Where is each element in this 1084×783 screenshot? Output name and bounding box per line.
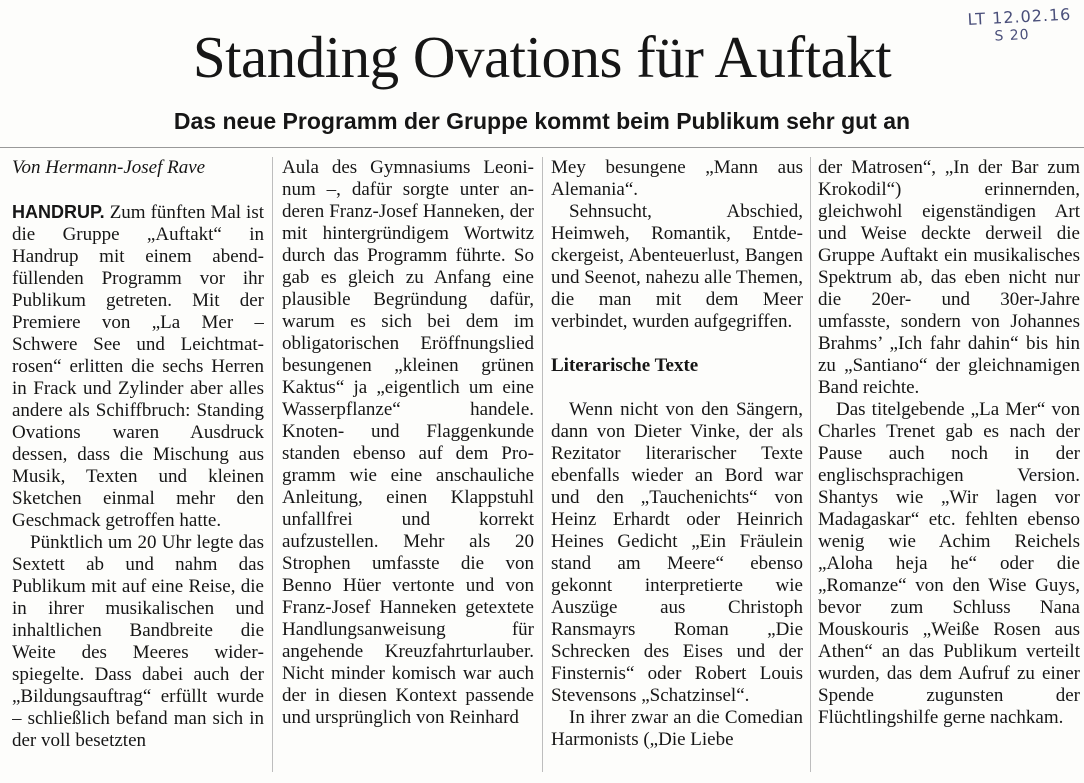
column-divider xyxy=(810,157,811,772)
article-headline: Standing Ovations für Auftakt xyxy=(192,24,892,90)
article-paragraph: Sehnsucht, Abschied, Heimweh, Romantik, Entdeckergeist, Abenteuerlust, Bangen und Seenot, nahezu alle Themen, die man mit dem Meer verbindet, wurden aufgegriffen. xyxy=(551,201,803,332)
paragraph-text: Zum fünften Mal ist die Gruppe „Auftakt“ in Handrup mit einem abendfüllenden Programm vor ihr Publikum getreten. Mit der Premiere von „La Mer – Schwere See und Leichtmatrosen“ erlitten die sechs Herren in Frack und Zylinder aber alles andere als Schiffbruch: Standing Ovations waren Ausdruck dessen, dass die Mischung aus Musik, Texten und kleinen Sketchen einmal mehr den Geschmack getroffen hatte. xyxy=(12,202,264,531)
annotation-date: LT 12.02.16 xyxy=(967,4,1072,30)
article-column-1 xyxy=(12,157,264,777)
dateline: HANDRUP. xyxy=(12,202,105,222)
header-divider xyxy=(0,147,1084,148)
article-column-3 xyxy=(551,157,803,777)
annotation-page: S 20 xyxy=(994,26,1031,45)
article-paragraph: Wenn nicht von den Sängern, dann von Dieter Vinke, der als Rezitator literarischer Texte ebenfalls wieder an Bord war und den „Tauchenichts“ von Heinz Erhardt oder Heinrich Heines Gedicht „Ein Fräulein stand am Meere“ ebenso gekonnt interpretierte wie Auszüge aus Christoph Ransmayrs Roman „Die Schrecken des Eises und der Finsternis“ oder Robert Louis Stevensons „Schatzinsel“. xyxy=(551,399,803,706)
article-paragraph: Aula des Gymnasiums Leoninum –, dafür sorgte unter anderen Franz-Josef Hanneken, der mit hintergründigem Wortwitz durch das Programm führte. So gab es gleich zu Anfang eine plausible Begründung dafür, warum es sich bei dem im obligatorischen Eröffnungslied besungenen „kleinen grünen Kaktus“ ja „eigentlich um eine Wasserpflanze“ handele. Knoten- und Flaggenkunde standen ebenso auf dem Programm wie eine anschauliche Anleitung, einen Klappstuhl unfallfrei und korrekt aufzustellen. Mehr als 20 Strophen umfasste die von Benno Hüer vertonte und von Franz-Josef Hanneken getextete Handlungsanweisung für angehende Kreuzfahrturlauber. Nicht minder komisch war auch der in diesen Kontext passende und ursprünglich von Reinhard xyxy=(282,157,534,728)
article-column-2 xyxy=(282,157,534,777)
byline: Von Hermann-Josef Rave xyxy=(12,157,206,178)
article-paragraph: In ihrer zwar an die Comedian Harmonists („Die Liebe xyxy=(551,707,803,750)
column-divider xyxy=(542,157,543,772)
article-paragraph: Mey besungene „Mann aus Alemania“. xyxy=(551,157,803,200)
article-column-4 xyxy=(818,157,1080,777)
article-paragraph xyxy=(12,201,264,532)
crosshead: Literarische Texte xyxy=(551,355,699,376)
column-divider xyxy=(272,157,273,772)
article-subheadline: Das neue Programm der Gruppe kommt beim Publikum sehr gut an xyxy=(173,108,911,134)
article-paragraph: Das titelgebende „La Mer“ von Charles Trenet gab es nach der Pause auch noch in der englischsprachigen Version. Shantys wie „Wir lagen vor Madagaskar“ etc. fehlten ebenso wenig wie Achim Reichels „Aloha heja he“ oder die „Romanze“ von den Wise Guys, bevor zum Schluss Nana Mouskouris „Weiße Rosen aus Athen“ an das Publikum verteilt wurden, das dem Aufruf zu einer Spende zugunsten der Flüchtlingshilfe gerne nachkam. xyxy=(818,399,1080,728)
article-paragraph: der Matrosen“, „In der Bar zum Krokodil“) erinnernden, gleichwohl eigenständigen Art und Weise deckte derweil die Gruppe Auftakt ein musikalisches Spektrum ab, das eben nicht nur die 20er- und 30er-Jahre umfasste, sondern von Johannes Brahms’ „Ich fahr dahin“ bis hin zu „Santiano“ der gleichnamigen Band reichte. xyxy=(818,157,1080,398)
article-paragraph: Pünktlich um 20 Uhr legte das Sextett ab und nahm das Publikum mit auf eine Reise, die in ihrer musikalischen und inhaltlichen Bandbreite die Weite des Meeres widerspiegelte. Dass dabei auch der „Bildungsauftrag“ erfüllt wurde – schließlich befand man sich in der voll besetzten xyxy=(12,532,264,751)
